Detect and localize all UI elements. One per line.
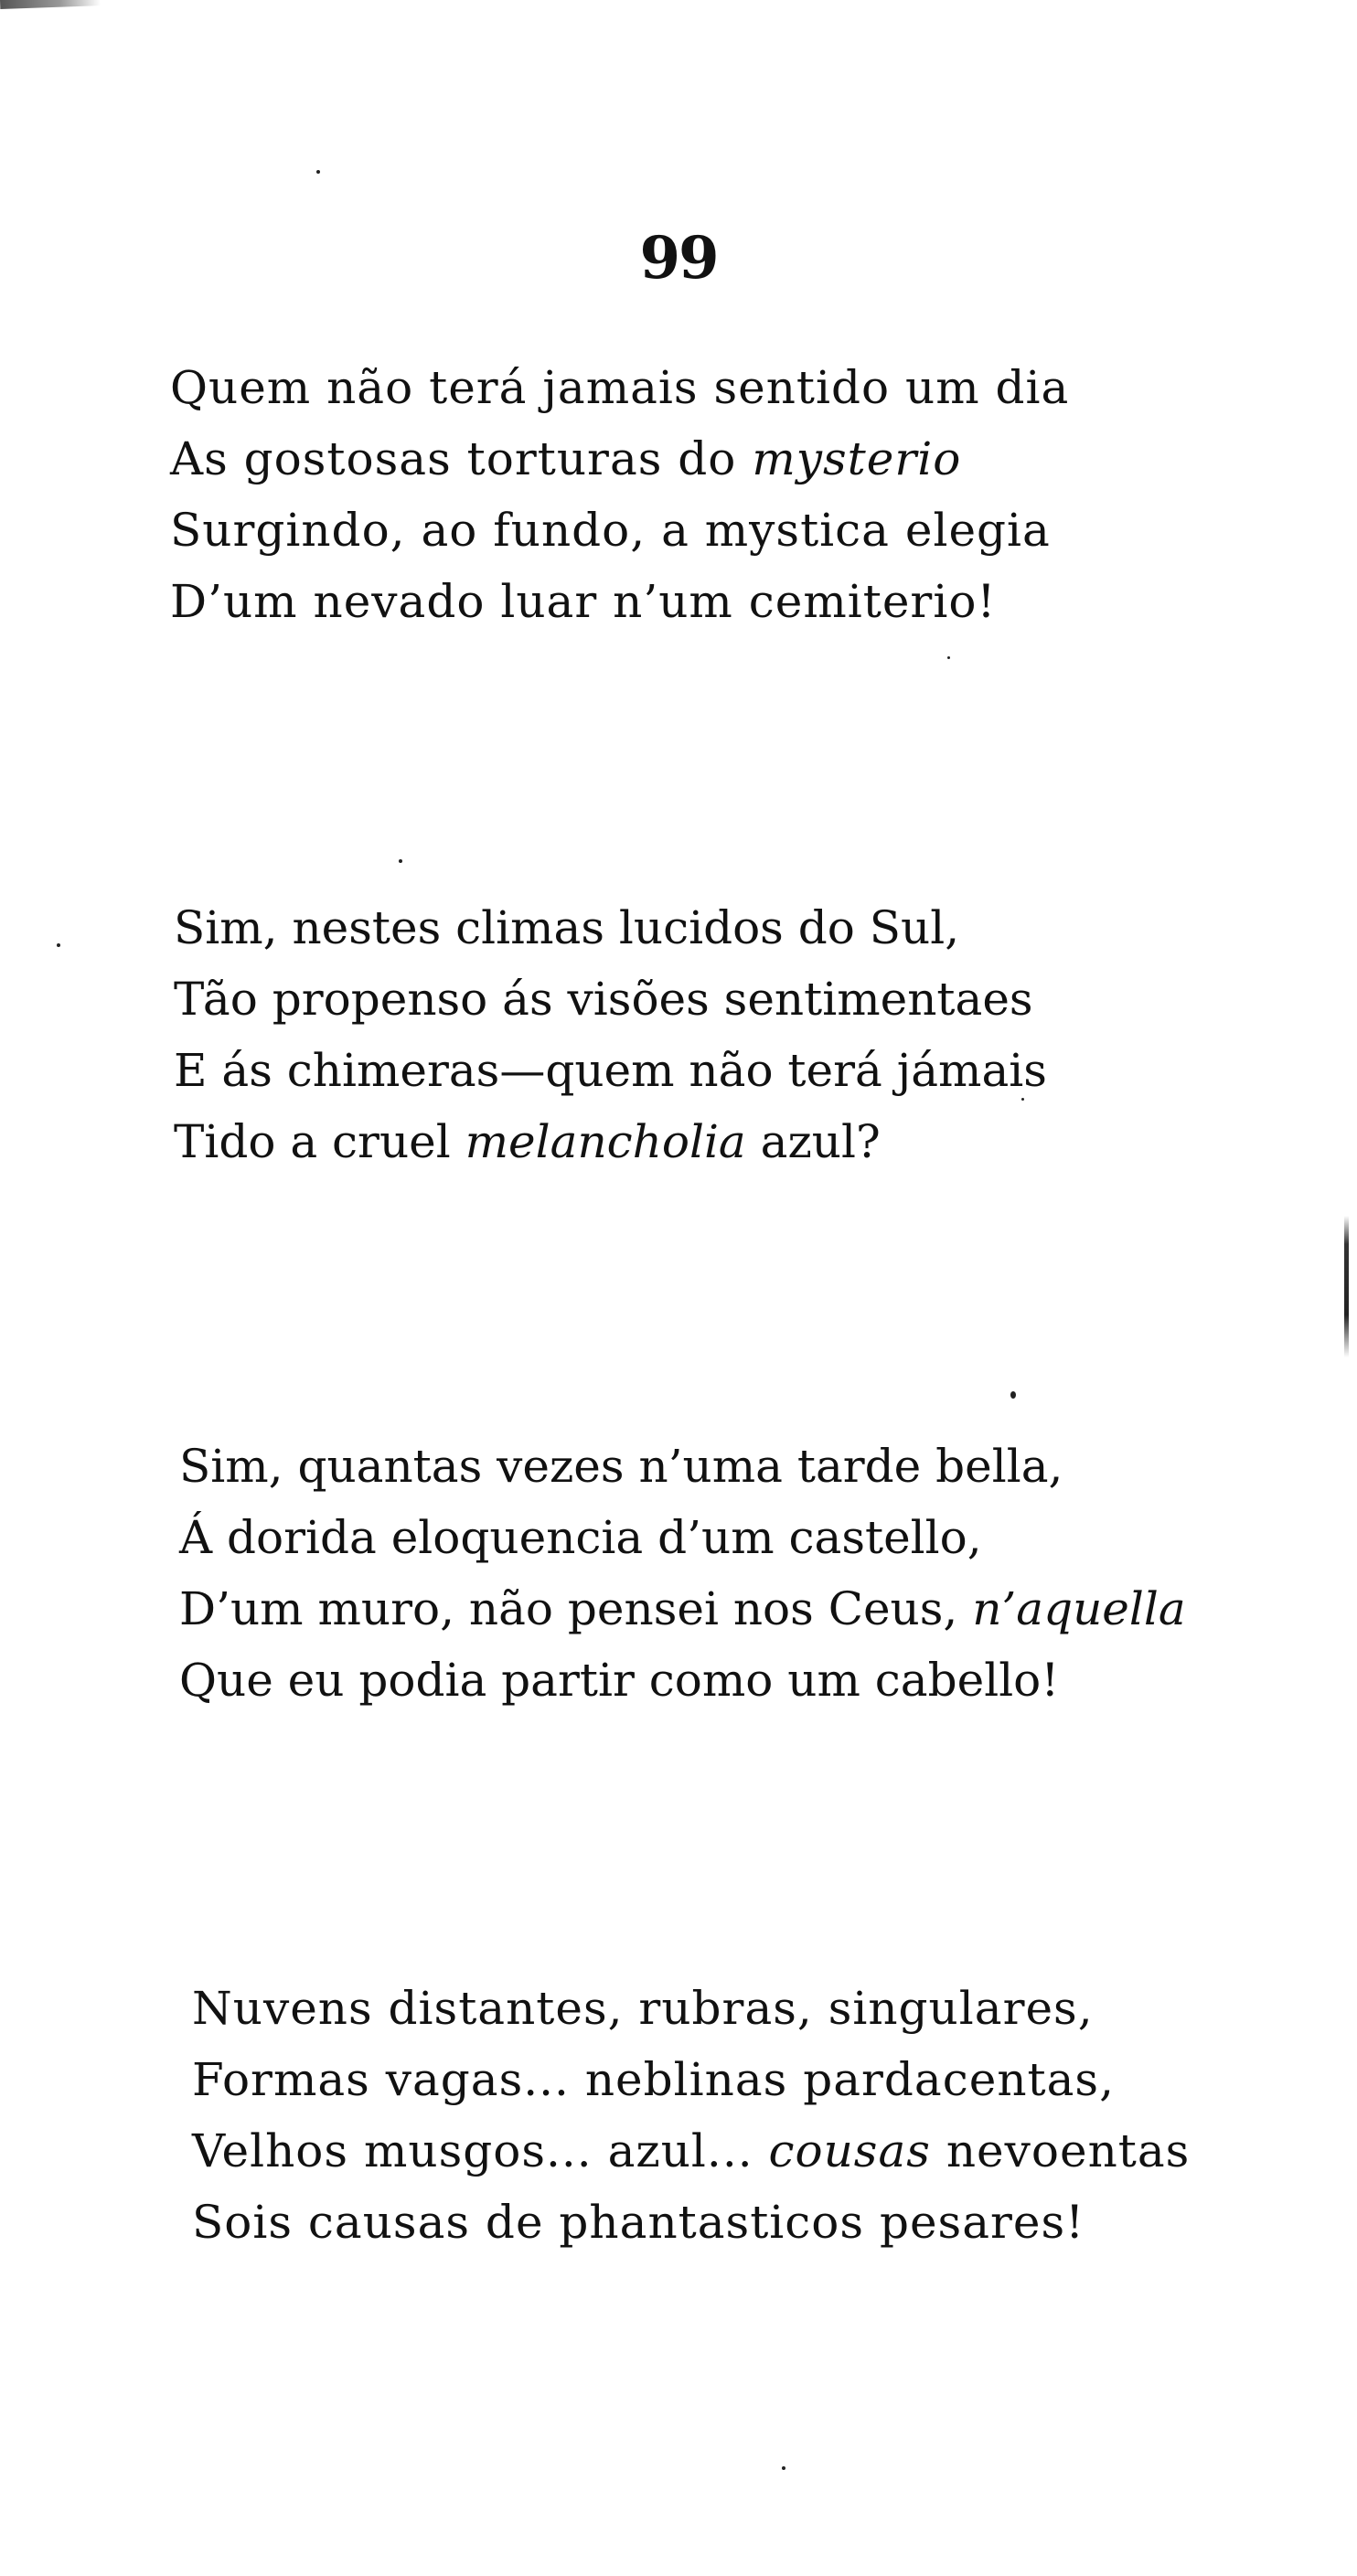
ink-speck <box>399 859 402 863</box>
page-number: 99 <box>639 224 718 293</box>
verse-text: Surgindo, ao fundo, a mystica elegia <box>170 504 1051 557</box>
verse-text: Quem não terá jamais sentido um dia <box>170 361 1070 414</box>
verse-text: Formas vagas... neblinas pardacentas, <box>192 2053 1115 2106</box>
scan-edge-mark <box>0 0 101 9</box>
verse-line <box>179 1502 1186 1573</box>
verse-text: Sois causas de phantasticos pesares! <box>192 2196 1085 2249</box>
verse-italic-text: cousas <box>768 2124 931 2177</box>
ink-speck <box>947 656 950 659</box>
verse-text: Velhos musgos... azul... <box>192 2124 769 2177</box>
verse-line <box>192 2115 1190 2187</box>
verse-italic-text: mysterio <box>752 432 962 485</box>
ink-speck <box>1010 1391 1016 1399</box>
verse-text: Que eu podia partir como um cabello! <box>179 1654 1060 1707</box>
stanza <box>192 1973 1190 2258</box>
verse-text: azul? <box>745 1115 881 1168</box>
verse-line <box>170 495 1069 566</box>
verse-text: Tão propenso ás visões sentimentaes <box>174 973 1033 1026</box>
verse-line <box>179 1645 1186 1716</box>
scan-edge-mark <box>1344 1216 1349 1357</box>
verse-text: Á dorida eloquencia d’um castello, <box>179 1511 982 1564</box>
ink-speck <box>316 170 320 174</box>
verse-text: As gostosas torturas do <box>170 432 753 485</box>
verse-line <box>174 1106 1047 1177</box>
verse-text: Tido a cruel <box>174 1115 465 1168</box>
verse-text: nevoentas <box>930 2124 1191 2177</box>
verse-text: Sim, nestes climas lucidos do Sul, <box>174 901 960 954</box>
ink-speck <box>782 2466 785 2470</box>
verse-line <box>192 2187 1190 2258</box>
verse-line <box>192 2044 1190 2115</box>
verse-line <box>174 892 1047 963</box>
verse-line <box>170 423 1069 495</box>
verse-line <box>170 352 1069 423</box>
verse-line <box>174 1035 1047 1106</box>
stanza <box>179 1431 1186 1716</box>
verse-text: Nuvens distantes, rubras, singulares, <box>192 1982 1094 2035</box>
verse-text: Sim, quantas vezes n’uma tarde bella, <box>179 1440 1063 1493</box>
verse-line <box>192 1973 1190 2044</box>
verse-text: E ás chimeras—quem não terá jámais <box>174 1044 1047 1097</box>
ink-speck <box>57 943 60 947</box>
stanza <box>174 892 1047 1177</box>
verse-line <box>170 566 1069 637</box>
verse-line <box>179 1431 1186 1502</box>
verse-italic-text: n’aquella <box>972 1582 1186 1635</box>
verse-line <box>174 963 1047 1035</box>
verse-text: D’um muro, não pensei nos Ceus, <box>179 1582 973 1635</box>
verse-text: D’um nevado luar n’um cemiterio! <box>170 575 997 628</box>
verse-italic-text: melancholia <box>465 1115 746 1168</box>
stanza <box>170 352 1069 637</box>
verse-line <box>179 1573 1186 1645</box>
